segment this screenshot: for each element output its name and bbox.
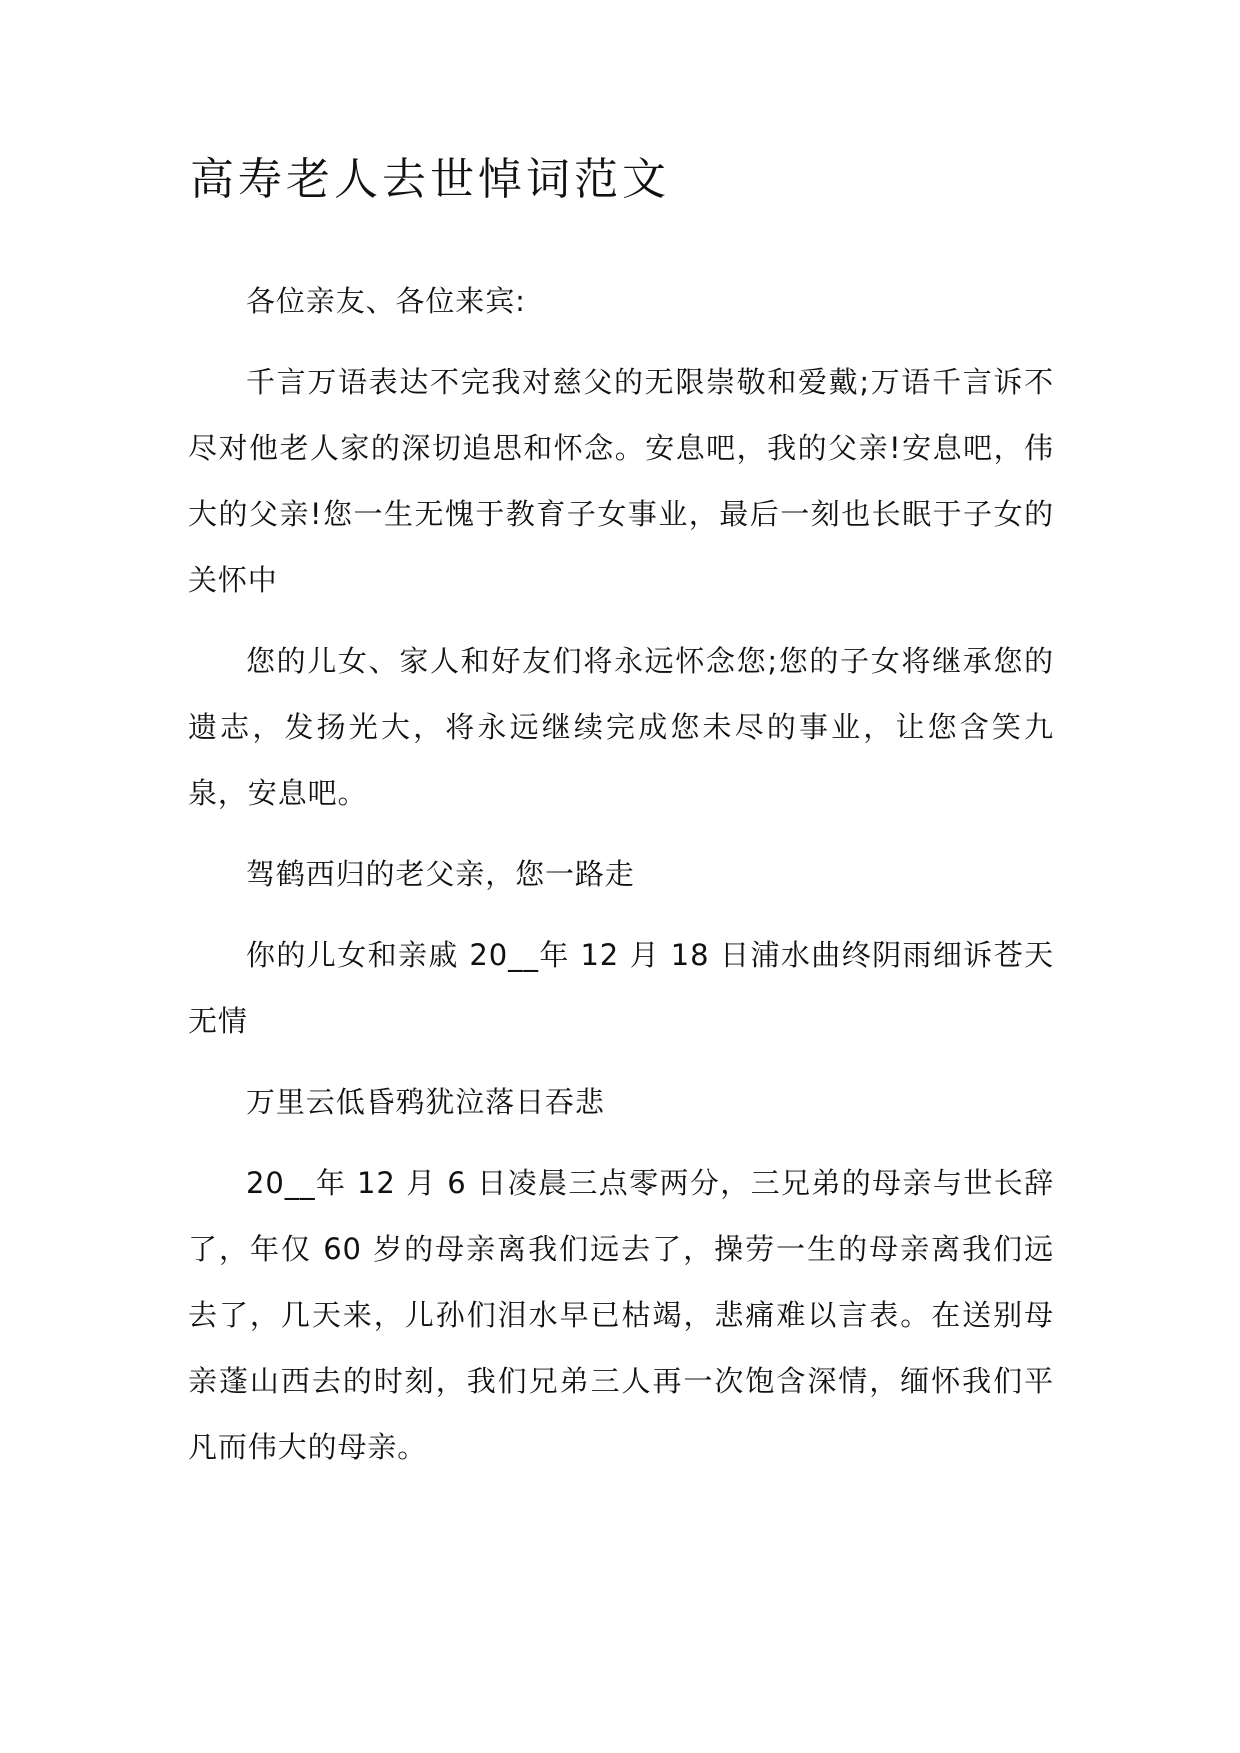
body-paragraph-mother: 20__年 12 月 6 日凌晨三点零两分，三兄弟的母亲与世长辞了，年仅 60 岁的母亲离我们远去了，操劳一生的母亲离我们远去了，几天来，儿孙们泪水早已枯竭，悲痛难以言表。在送别母亲蓬山西去的时刻，我们兄弟三人再一次饱含深情，缅怀我们平凡而伟大的母亲。 xyxy=(188,1166,1054,1464)
document-body xyxy=(188,268,1054,1495)
body-paragraph-remembrance: 您的儿女、家人和好友们将永远怀念您;您的子女将继承您的遗志，发扬光大，将永远继续完成您未尽的事业，让您含笑九泉，安息吧。 xyxy=(188,644,1054,810)
salutation-paragraph: 各位亲友、各位来宾: xyxy=(246,284,526,318)
body-paragraph-date-line: 你的儿女和亲戚 20__年 12 月 18 日浦水曲终阴雨细诉苍天无情 xyxy=(188,938,1054,1038)
body-paragraph-farewell: 驾鹤西归的老父亲，您一路走 xyxy=(246,857,635,891)
document-title: 高寿老人去世悼词范文 xyxy=(190,154,670,205)
body-paragraph-tribute: 千言万语表达不完我对慈父的无限崇敬和爱戴;万语千言诉不尽对他老人家的深切追思和怀念。安息吧，我的父亲!安息吧，伟大的父亲!您一生无愧于教育子女事业，最后一刻也长眠于子女的关怀中 xyxy=(188,365,1054,597)
body-paragraph-elegy-line: 万里云低昏鸦犹泣落日吞悲 xyxy=(246,1085,605,1119)
